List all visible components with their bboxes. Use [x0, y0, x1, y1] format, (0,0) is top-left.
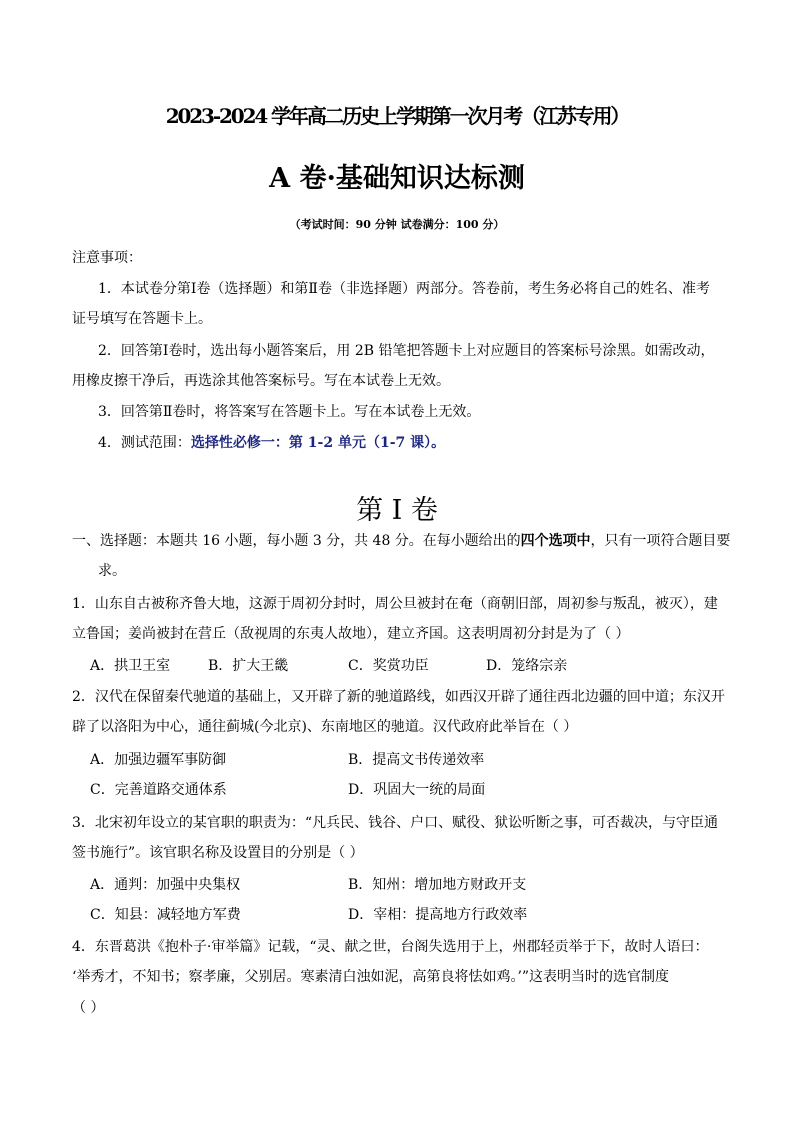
notice-heading: 注意事项： [72, 250, 142, 266]
section-title: 第 I 卷 [356, 495, 438, 526]
question-2-line-2: 辟了以洛阳为中心，通往蓟城(今北京)、东南地区的驰道。汉代政府此举旨在（ ） [72, 719, 578, 735]
question-3-option-d: D．宰相：提高地方行政效率 [348, 907, 528, 923]
question-2-line-1: 2．汉代在保留秦代驰道的基础上，又开辟了新的驰道路线，如西汉开辟了通往西北边疆的回中道；东汉开 [72, 689, 725, 705]
section-intro-b: 本题共 16 小题，每小题 3 分，共 48 分。在每小题给出的 [155, 533, 521, 549]
question-1-option-a: A．拱卫王室 [90, 658, 171, 674]
notice-item-4-prefix: 4．测试范围： [98, 435, 191, 451]
question-1-option-d: D．笼络宗亲 [486, 658, 568, 674]
question-3-option-c: C．知县：减轻地方军费 [90, 907, 241, 923]
notice-item-4 [98, 433, 445, 453]
question-2-option-a: A．加强边疆军事防御 [90, 752, 227, 768]
notice-item-1-line-1: 1．本试卷分第Ⅰ卷（选择题）和第Ⅱ卷（非选择题）两部分。答卷前，考生务必将自己的姓名、准考 [98, 281, 710, 297]
question-3-option-b: B．知州：增加地方财政开支 [348, 877, 527, 893]
exam-title: 2023-2024 学年高二历史上学期第一次月考（江苏专用） [165, 104, 629, 128]
question-1-line-1: 1．山东自古被称齐鲁大地，这源于周初分封时，周公旦被封在奄（商朝旧部，周初参与叛乱，被灭），建 [72, 596, 718, 612]
question-1-line-2: 立鲁国；姜尚被封在营丘（敌视周的东夷人故地），建立齐国。这表明周初分封是为了（ ） [72, 626, 630, 642]
question-2-option-b: B．提高文书传递效率 [348, 752, 485, 768]
question-4-line-3: （ ） [72, 1000, 105, 1016]
notice-item-1-line-2: 证号填写在答题卡上。 [72, 311, 212, 327]
section-intro-a: 一、选择题： [72, 533, 156, 549]
notice-item-2-line-1: 2．回答第Ⅰ卷时，选出每小题答案后，用 2B 铅笔把答题卡上对应题目的答案标号涂黑。如需改动， [98, 343, 715, 359]
section-intro-c: 四个选项中 [520, 533, 591, 549]
exam-time-info: （考试时间：90 分钟 试卷满分：100 分） [289, 218, 505, 231]
question-1-option-b: B．扩大王畿 [208, 658, 289, 674]
notice-item-3: 3．回答第Ⅱ卷时，将答案写在答题卡上。写在本试卷上无效。 [98, 404, 481, 420]
section-intro-line-2: 求。 [98, 563, 126, 579]
test-range: 选择性必修一：第 1-2 单元（1-7 课）。 [190, 435, 446, 451]
question-3-line-2: 签书施行”。该官职名称及设置目的分别是（ ） [72, 845, 364, 861]
notice-item-2-line-2: 用橡皮擦干净后，再选涂其他答案标号。写在本试卷上无效。 [72, 373, 450, 389]
question-1-option-c: C．奖赏功臣 [348, 658, 429, 674]
question-3-line-1: 3．北宋初年设立的某官职的职责为：“凡兵民、钱谷、户口、赋役、狱讼听断之事，可否裁决，与守臣通 [72, 815, 719, 831]
question-3-option-a: A．通判：加强中央集权 [90, 877, 241, 893]
section-intro-d: ，只有一项符合题目要 [590, 533, 731, 549]
section-intro-line-1 [72, 531, 730, 551]
question-2-option-c: C．完善道路交通体系 [90, 782, 227, 798]
exam-subtitle: A 卷·基础知识达标测 [269, 163, 525, 194]
question-2-option-d: D．巩固大一统的局面 [348, 782, 486, 798]
question-4-line-2: ‘举秀才，不知书；察孝廉，父别居。寒素清白浊如泥，高第良将怯如鸡。’”这表明当时的选官制度 [72, 969, 670, 985]
question-4-line-1: 4．东晋葛洪《抱朴子·审举篇》记载，“灵、献之世，台阁失选用于上，州郡轻贡举于下，故时人语曰： [72, 939, 709, 955]
